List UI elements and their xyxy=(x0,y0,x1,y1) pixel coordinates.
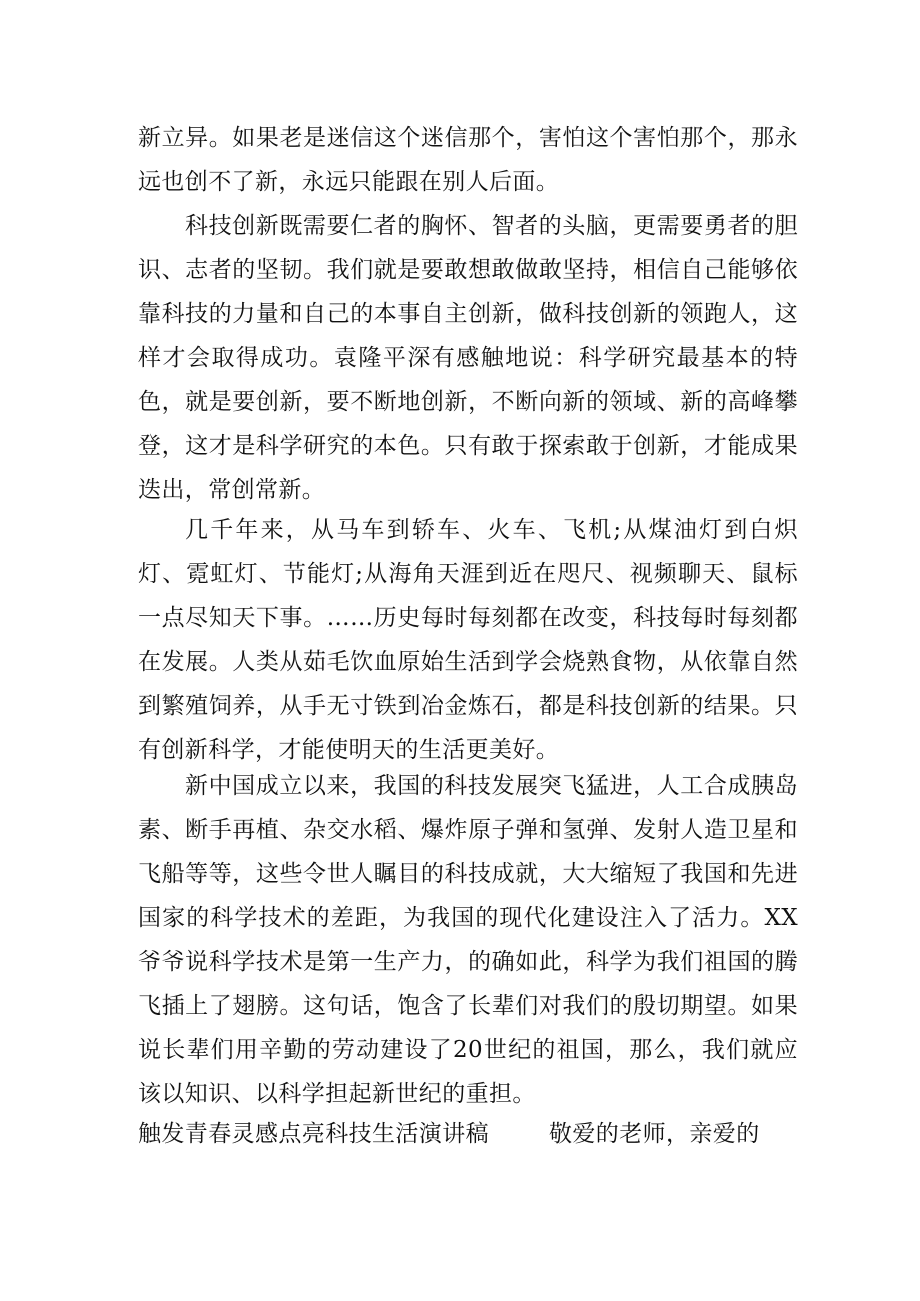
speech-greeting: 敬爱的老师，亲爱的 xyxy=(549,1121,760,1147)
speech-title: 触发青春灵感点亮科技生活演讲稿 xyxy=(138,1121,489,1147)
paragraph-new-china-achievements: 新中国成立以来，我国的科技发展突飞猛进，人工合成胰岛素、断手再植、杂交水稻、爆炸原子弹和氢弹、发射人造卫星和飞船等等，这些令世人瞩目的科技成就，大大缩短了我国和先进国家的科学技术的差距，为我国的现代化建设注入了活力。XX爷爷说科学技术是第一生产力，的确如此，科学为我们祖国的腾飞插上了翅膀。这句话，饱含了长辈们对我们的殷切期望。如果说长辈们用辛勤的劳动建设了20世纪的祖国，那么，我们就应该以知识、以科学担起新世纪的重担。 xyxy=(138,773,798,1107)
paragraph-innovation-courage: 科技创新既需要仁者的胸怀、智者的头脑，更需要勇者的胆识、志者的坚韧。我们就是要敢想敢做敢坚持，相信自己能够依靠科技的力量和自己的本事自主创新，做科技创新的领跑人，这样才会取得成功。袁隆平深有感触地说：科学研究最基本的特色，就是要创新，要不断地创新，不断向新的领域、新的高峰攀登，这才是科学研究的本色。只有敢于探索敢于创新，才能成果迭出，常创常新。 xyxy=(138,213,798,503)
paragraph-continuation: 新立异。如果老是迷信这个迷信那个，害怕这个害怕那个，那永远也创不了新，永远只能跟在别人后面。 xyxy=(138,125,798,195)
next-speech-heading xyxy=(138,1112,798,1156)
paragraph-history-progress: 几千年来，从马车到轿车、火车、飞机;从煤油灯到白炽灯、霓虹灯、节能灯;从海角天涯到近在咫尺、视频聊天、鼠标一点尽知天下事。……历史每时每刻都在改变，科技每时每刻都在发展。人类从茹毛饮血原始生活到学会烧熟食物，从依靠自然到繁殖饲养，从手无寸铁到冶金炼石，都是科技创新的结果。只有创新科学，才能使明天的生活更美好。 xyxy=(138,517,798,763)
